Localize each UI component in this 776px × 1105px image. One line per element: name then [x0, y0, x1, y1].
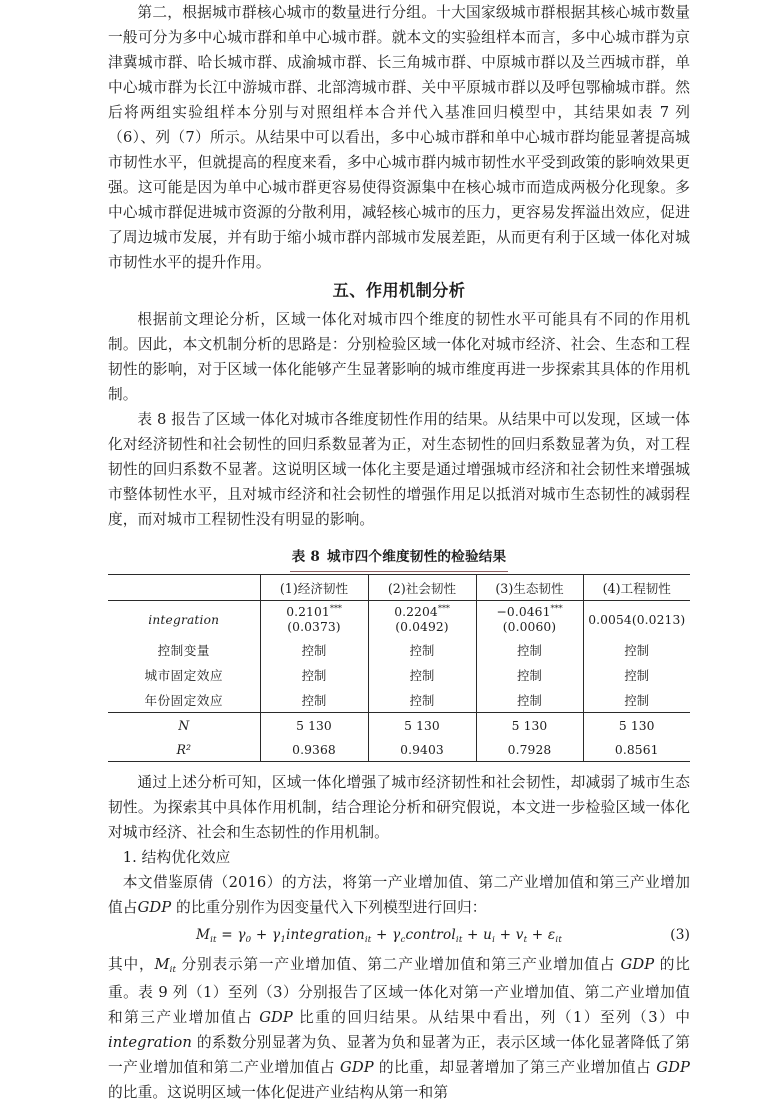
table8-header-ecological: (3)生态韧性	[476, 575, 583, 601]
table-cell	[476, 687, 583, 713]
table-cell	[476, 637, 583, 662]
table-cell	[368, 737, 476, 762]
eq3-epsilon: ε	[547, 927, 556, 943]
table-cell-value: 控制	[624, 693, 650, 708]
eq3-gamma1: γ	[271, 927, 281, 943]
table-cell-value: 0.0054(0.0213)	[588, 612, 686, 627]
p6-mit-subscript: it	[169, 964, 177, 975]
table-cell-value: −0.0461***(0.0060)	[496, 602, 563, 634]
table-row	[108, 601, 690, 638]
eq3-plus-3: +	[462, 927, 484, 943]
eq3-equals: =	[216, 927, 238, 943]
table-cell-value: 控制	[409, 693, 435, 708]
eq3-gammac-sub: c	[400, 934, 406, 945]
table-row-label-text: 控制变量	[157, 643, 210, 658]
table-cell	[368, 601, 476, 638]
paragraph-summary-mechanism: 通过上述分析可知，区域一体化增强了城市经济韧性和社会韧性，却减弱了城市生态韧性。为探索其中具体作用机制，结合理论分析和研究假说，本文进一步检验区域一体化对城市经济、社会和生态韧性的作用机制。	[108, 774, 690, 841]
integration-italic: integration	[108, 1034, 192, 1051]
spacer-before-table	[108, 532, 690, 544]
table-cell	[368, 687, 476, 713]
table-cell	[260, 662, 368, 687]
paragraph-model-intro	[108, 870, 690, 920]
significance-stars: ***	[550, 602, 563, 613]
table-row-label	[108, 687, 260, 713]
table8-caption	[108, 544, 690, 572]
table-row-label-text: 城市固定效应	[144, 668, 224, 683]
table-cell-value: 控制	[517, 668, 542, 683]
table-cell	[260, 637, 368, 662]
section-heading-mechanism-analysis: 五、作用机制分析	[332, 281, 466, 300]
table8-header-row	[108, 575, 690, 601]
p6-seg1: 其中，	[108, 956, 155, 973]
table-cell-value: 控制	[624, 643, 650, 658]
eq3-gamma0-sub: 0	[245, 934, 252, 945]
table-cell-value: 0.2101***(0.0373)	[286, 602, 342, 634]
equation-3-body	[108, 920, 650, 952]
table-cell-value: 0.9403	[400, 742, 444, 757]
table-cell	[583, 713, 690, 738]
eq3-plus-4: +	[495, 927, 516, 943]
table-cell-value: 控制	[517, 693, 542, 708]
paragraph-grouping-by-core-cities: 第二，根据城市群核心城市的数量进行分组。十大国家级城市群根据其核心城市数量一般可分为多中心城市群和单中心城市群。就本文的实验组样本而言，多中心城市群为京津冀城市群、哈长城市群、成渝城市群、长三角城市群、中原城市群以及兰西城市群，单中心城市群为长江中游城市群、北部湾城市群、关中平原城市群以及呼包鄂榆城市群。然后将两组实验组样本分别与对照组样本合并代入基准回归模型中，其结果如表 7 列（6）、列（7）所示。从结果中可以看出，多中心城市群和单中心城市群均能显著提高城市韧性水平，但就提高的程度来看，多中心城市群内城市韧性水平受到政策的影响效果更强。这可能是因为单中心城市群更容易使得资源集中在核心城市而造成两极分化现象。多中心城市群促进城市资源的分散利用，减轻核心城市的压力，更容易发挥溢出效应，促进了周边城市发展，并有助于缩小城市群内部城市发展差距，从而更有利于区域一体化对城市韧性水平的提升作用。	[108, 4, 690, 271]
gdp-italic-5: GDP	[656, 1059, 690, 1076]
paragraph-results-industry	[108, 952, 690, 1105]
table-cell-value: 控制	[517, 643, 542, 658]
table-row	[108, 662, 690, 687]
table-cell	[368, 637, 476, 662]
significance-stars: ***	[437, 602, 450, 613]
table8-header-economic: (1)经济韧性	[260, 575, 368, 601]
eq3-gamma0: γ	[237, 927, 246, 943]
table8-caption-number: 表 8	[291, 549, 321, 565]
table-row-label	[108, 637, 260, 662]
eq3-plus-5: +	[527, 927, 548, 943]
p6-mit-letter: M	[154, 956, 170, 973]
table-cell-value: 5 130	[404, 718, 440, 733]
eq3-control: control	[405, 927, 456, 943]
table-cell	[260, 737, 368, 762]
table-cell-value: 控制	[301, 693, 327, 708]
eq3-lhs: M	[195, 927, 211, 943]
table8-header-engineering: (4)工程韧性	[583, 575, 690, 601]
table-cell-value: 0.7928	[507, 742, 552, 757]
eq3-v-sub: t	[523, 934, 528, 945]
table-cell	[583, 601, 690, 638]
gdp-italic-2: GDP	[620, 956, 655, 973]
table-cell	[583, 637, 690, 662]
p6-seg4: 比重的回归结果。从结果中看出，列（1）至列（3）中	[292, 1009, 690, 1026]
table-row	[108, 737, 690, 762]
eq3-gammac: γ	[392, 927, 401, 943]
eq3-plus-2: +	[371, 927, 393, 943]
text-column	[108, 0, 690, 1105]
table8-caption-title: 城市四个维度韧性的检验结果	[327, 549, 507, 565]
table-cell-value: 0.2204***(0.0492)	[394, 602, 450, 634]
table-cell-value: 控制	[301, 643, 327, 658]
table-row-label	[108, 662, 260, 687]
table-row-label-text: N	[178, 717, 190, 733]
spacer-after-table	[108, 762, 690, 770]
paragraph-mechanism-approach: 根据前文理论分析，区域一体化对城市四个维度的韧性水平可能具有不同的作用机制。因此，本文机制分析的思路是：分别检验区域一体化对城市经济、社会、生态和工程韧性的影响，对于区域一体化能够产生显著影响的城市维度再进一步探索其具体的作用机制。	[108, 311, 690, 403]
table-cell-value: 0.8561	[614, 742, 659, 757]
table-cell	[476, 601, 583, 638]
table-cell	[368, 713, 476, 738]
table-cell	[260, 601, 368, 638]
table8-header-social: (2)社会韧性	[368, 575, 476, 601]
table-cell	[476, 737, 583, 762]
table-cell-value: 控制	[301, 668, 327, 683]
model-intro-text-before-gdp: 本文借鉴原倩（2016）的方法，将第一产业增加值、第二产业增加值和第三产业增加值占	[108, 874, 690, 916]
eq3-gamma1-sub: 1	[280, 934, 286, 945]
equation-3-number: (3)	[670, 927, 690, 943]
gdp-italic-3: GDP	[259, 1009, 293, 1026]
table-cell-value: 5 130	[511, 718, 548, 733]
table-cell	[583, 687, 690, 713]
table8-header-blank	[108, 575, 260, 601]
table-cell	[260, 713, 368, 738]
significance-stars: ***	[329, 602, 342, 613]
table-cell-value: 5 130	[296, 718, 332, 733]
table-row	[108, 637, 690, 662]
table-cell-value: 控制	[409, 668, 435, 683]
gdp-italic-4: GDP	[340, 1059, 374, 1076]
p6-seg5: 的系数分别显著为负、显著为负和显著为正，表示区域一体化显著降低了第一产业增加值和第二产业增加值占	[108, 1034, 690, 1076]
table-cell-value: 5 130	[618, 718, 655, 733]
table-cell	[476, 662, 583, 687]
table-row-label-text: integration	[148, 612, 220, 627]
model-intro-text-after-gdp: 的比重分别作为因变量代入下列模型进行回归：	[171, 899, 487, 916]
p6-seg3: 的比重。表 9 列（1）至列（3）分别报告了区域一体化对第一产业增加值、第二产业增加值和第三产业增加值占	[108, 956, 690, 1026]
table8-body	[108, 601, 690, 762]
p6-mit-variable	[154, 956, 176, 973]
eq3-epsilon-sub: it	[555, 934, 563, 945]
p6-seg7: 的比重。这说明区域一体化促进产业结构从第一和第	[108, 1084, 449, 1101]
eq3-control-sub: it	[455, 934, 463, 945]
table8-caption-inner	[290, 544, 509, 572]
eq3-plus-1: +	[251, 927, 272, 943]
table-row-label-text: R²	[176, 741, 192, 757]
table-row-label	[108, 737, 260, 762]
table-cell-value: 0.9368	[292, 742, 336, 757]
table8-results	[108, 574, 690, 762]
table-cell	[368, 662, 476, 687]
eq3-integration-sub: it	[364, 934, 372, 945]
table-cell	[260, 687, 368, 713]
equation-3-line	[108, 920, 690, 952]
eq3-u-sub: i	[492, 934, 496, 945]
table-cell	[476, 713, 583, 738]
table-cell-value: 控制	[624, 668, 650, 683]
eq3-u: u	[483, 927, 493, 943]
eq3-v: v	[515, 927, 524, 943]
table-cell	[583, 737, 690, 762]
eq3-integration: integration	[285, 927, 365, 943]
subheading-structure-optimization: 1. 结构优化效应	[122, 849, 231, 866]
table-row	[108, 687, 690, 713]
table-cell-value: 控制	[409, 643, 435, 658]
gdp-italic-1: GDP	[137, 899, 172, 916]
paragraph-table8-discussion: 表 8 报告了区域一体化对城市各维度韧性作用的结果。从结果中可以发现，区域一体化对经济韧性和社会韧性的回归系数显著为正，对生态韧性的回归系数显著为负，对工程韧性的回归系数不显著。这说明区域一体化主要是通过增强城市经济和社会韧性来增强城市整体韧性水平，且对城市经济和社会韧性的增强作用足以抵消对城市生态韧性的减弱程度，而对城市工程韧性没有明显的影响。	[108, 411, 690, 528]
table-row-label	[108, 713, 260, 738]
table-cell	[583, 662, 690, 687]
p6-seg2: 分别表示第一产业增加值、第二产业增加值和第三产业增加值占	[176, 956, 621, 973]
table-row-label-text: 年份固定效应	[144, 693, 224, 708]
eq3-lhs-sub: it	[210, 934, 217, 945]
p6-seg6: 的比重，却显著增加了第三产业增加值占	[373, 1059, 657, 1076]
table-row	[108, 713, 690, 738]
table-row-label	[108, 601, 260, 638]
